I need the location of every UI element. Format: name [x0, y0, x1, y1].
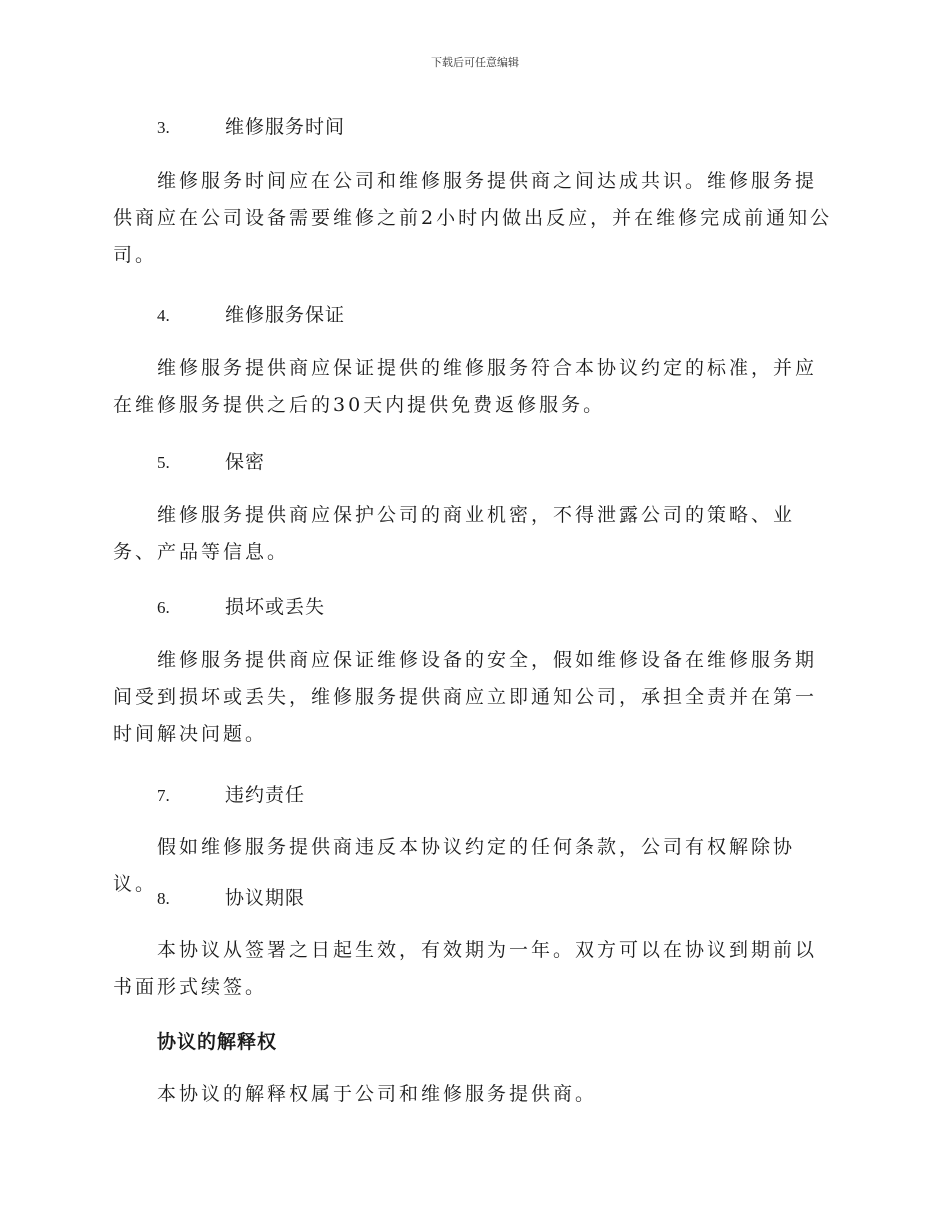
section-title: 维修服务保证	[225, 304, 346, 326]
section-paragraph: 维修服务提供商应保护公司的商业机密，不得泄露公司的策略、业务、产品等信息。	[113, 504, 796, 563]
section-title: 协议期限	[225, 887, 306, 909]
section-heading	[157, 778, 305, 812]
section-number: 4.	[157, 306, 170, 325]
section-paragraph: 维修服务提供商应保证维修设备的安全，假如维修设备在维修服务期间受到损坏或丢失，维修服务提供商应立即通知公司，承担全责并在第一时间解决问题。	[113, 649, 818, 745]
section-heading	[157, 590, 325, 624]
interpretation-heading: 协议的解释权	[157, 1031, 278, 1053]
section-paragraph: 假如维修服务提供商违反本协议约定的任何条款，公司有权解除协议。	[113, 836, 796, 895]
interpretation-paragraph: 本协议的解释权属于公司和维修服务提供商。	[157, 1083, 598, 1105]
section-heading	[157, 110, 345, 144]
section-number: 6.	[157, 598, 170, 617]
section-heading	[157, 881, 305, 915]
section-title: 保密	[225, 451, 266, 473]
section-title: 维修服务时间	[225, 116, 346, 138]
section-paragraph: 本协议从签署之日起生效，有效期为一年。双方可以在协议到期前以书面形式续签。	[113, 939, 818, 998]
section-number: 8.	[157, 889, 170, 908]
page-header: 下载后可任意编辑	[431, 56, 519, 69]
section-title: 损坏或丢失	[225, 596, 326, 618]
section-paragraph: 维修服务提供商应保证提供的维修服务符合本协议约定的标准，并应在维修服务提供之后的30天内提供免费返修服务。	[113, 357, 818, 416]
section-number: 5.	[157, 453, 170, 472]
section-title: 违约责任	[225, 784, 306, 806]
section-number: 3.	[157, 118, 170, 137]
section-paragraph: 维修服务时间应在公司和维修服务提供商之间达成共识。维修服务提供商应在公司设备需要维修之前2小时内做出反应，并在维修完成前通知公司。	[113, 170, 833, 266]
section-number: 7.	[157, 786, 170, 805]
section-heading	[157, 298, 345, 332]
section-heading	[157, 445, 265, 479]
